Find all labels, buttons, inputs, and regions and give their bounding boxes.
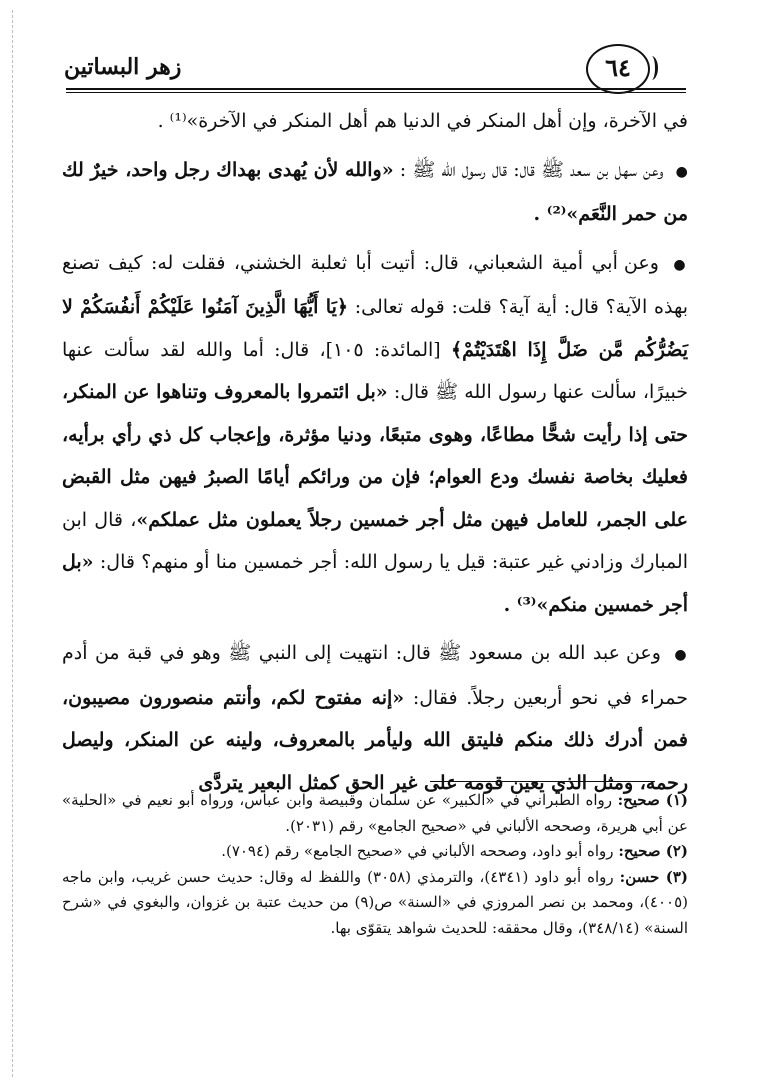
paragraph-4: [62, 632, 688, 804]
main-text: [62, 100, 688, 810]
paragraph-4-text-a: وعن عبد الله بن مسعود ﷺ قال: انتهيت إلى النبي ﷺ وهو في قبة من أدم حمراء في نحو أربعين رجلاً. فقال:: [62, 642, 688, 709]
paragraph-3-text-a: وعن أبي أمية الشعباني، قال: أتيت أبا ثعلبة الخشني، فقلت له: كيف تصنع بهذه الآية؟ قال: أية آية؟ قلت: قوله تعالى:: [62, 251, 688, 318]
footnote-1-text: رواه الطبراني في «الكبير» عن سلمان وقبيصة وابن عباس، ورواه أبو نعيم في «الحلية» عن أبي هريرة، وصححه الألباني في «صحيح الجامع» رقم (٢٠٣١).: [62, 791, 688, 835]
bullet-icon: ●: [675, 163, 688, 180]
page-edge-guide: [12, 10, 13, 1077]
running-title: زهر البساتين: [64, 54, 182, 80]
footnote-3: [62, 865, 688, 942]
bullet-icon: ●: [674, 647, 688, 663]
paragraph-2-intro: وعن سهل بن سعد ﷺ قال: قال رسول الله ﷺ :: [399, 158, 664, 181]
footnote-3-text: رواه أبو داود (٤٣٤١)، والترمذي (٣٠٥٨) واللفظ له وقال: حديث حسن غريب، وابن ماجه (٤٠٠٥)، ومحمد بن نصر المروزي في «السنة» ص(٩) من حديث عتبة بن غزوان، والبغوي في «شرح السنة» (٣٤٨/١٤)، وقال محققه: للحديث شواهد يتقوّى بها.: [62, 867, 689, 937]
page-number-badge: ٦٤: [586, 44, 650, 94]
paragraph-3: [62, 242, 688, 627]
paragraph-2: [62, 149, 688, 236]
paragraph-4-hadith: «إنه مفتوح لكم، وأنتم منصورون مصيبون، فمن أدرك ذلك منكم فليتق الله وليأمر بالمعروف، ولينه عن المنكر، وليصل رحمه، ومثل الذي يعين قومه على غير الحق كمثل البعير يتردَّى: [62, 686, 688, 794]
footnote-2-text: رواه أبو داود، وصححه الألباني في «صحيح الجامع» رقم (٧٠٩٤).: [221, 842, 614, 860]
header-rule-thin: [66, 92, 686, 93]
paragraph-3-hadith-2: «بل أجر خمسين منكم»⁽³⁾ .: [62, 551, 688, 616]
bullet-icon: ●: [673, 256, 689, 273]
footnote-1: [62, 788, 688, 839]
footnote-1-label: (١) صحيح:: [617, 791, 688, 809]
footnotes: [62, 788, 688, 941]
paragraph-2-hadith: «والله لأن يُهدى بهداك رجل واحد، خيرٌ لك من حمر النَّعَم»⁽²⁾ .: [62, 158, 688, 225]
footnote-2: [62, 839, 688, 865]
paragraph-3-text-c: ، قال ابن المبارك وزادني غير عتبة: قيل يا رسول الله: أجر خمسين منا أو منهم؟ قال:: [62, 508, 688, 573]
quran-verse: ﴿يَا أَيُّهَا الَّذِينَ آمَنُوا عَلَيْكُمْ أَنفُسَكُمْ لا يَضُرُّكُم مَّن ضَلَّ إِذَا اهْتَدَيْتُمْ﴾: [62, 296, 688, 361]
footnote-2-label: (٢) صحيح:: [618, 842, 688, 860]
paragraph-3-hadith: «بل ائتمروا بالمعروف وتناهوا عن المنكر، حتى إذا رأيت شحًّا مطاعًا، وهوى متبعًا، ودنيا مؤثرة، وإعجاب كل ذي رأي برأيه، فعليك بخاصة نفسك ودع العوام؛ فإن من ورائكم أيامًا الصبرُ فيهن مثل القبض على الجمر، للعامل فيهن مثل أجر خمسين رجلاً يعملون مثل عملكم»: [62, 381, 688, 531]
paragraph-1: [62, 100, 688, 143]
footnote-separator: [430, 781, 655, 782]
paragraph-3-text-b: قال: أما والله لقد سألت عنها خبيرًا، سألت عنها رسول الله ﷺ قال:: [62, 338, 688, 403]
header-rule: [66, 88, 686, 90]
verse-reference: [المائدة: ١٠٥]،: [319, 338, 441, 361]
footnote-3-label: (٣) حسن:: [619, 867, 688, 886]
paragraph-1-text: في الآخرة، وإن أهل المنكر في الدنيا هم أهل المنكر في الآخرة»⁽¹⁾ .: [157, 110, 688, 132]
